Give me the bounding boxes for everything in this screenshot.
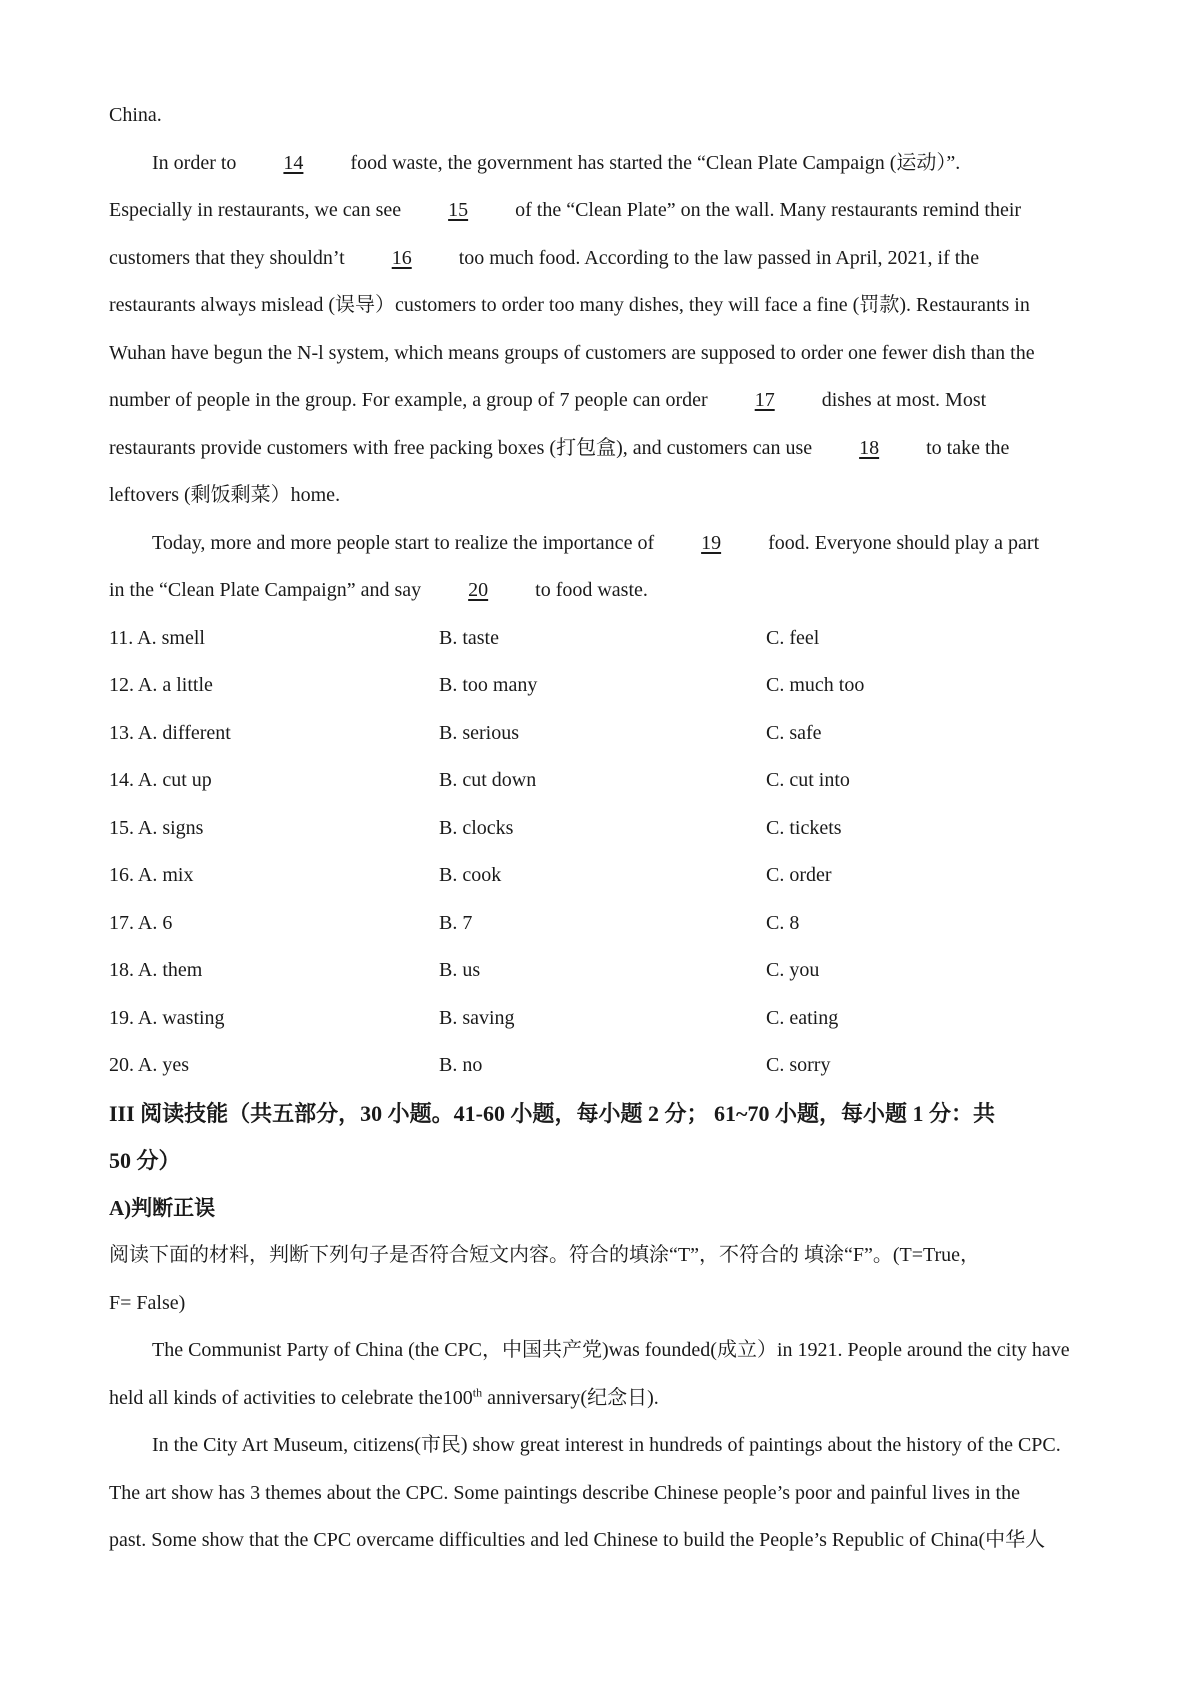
option-c[interactable]: C. sorry xyxy=(766,1054,831,1076)
blank-14[interactable]: 14 xyxy=(283,151,304,174)
option-a[interactable]: 12. A. a little xyxy=(109,674,213,696)
text: In the City Art Museum, citizens(市民) show great interest in hundreds of paintings about the history of the CPC. xyxy=(152,1434,1061,1456)
subsection-heading: A)判断正误 xyxy=(109,1195,216,1220)
option-c[interactable]: C. order xyxy=(766,864,832,886)
option-b[interactable]: B. no xyxy=(439,1054,483,1076)
text: customers that they shouldn’t xyxy=(109,246,350,269)
text: In order to xyxy=(152,151,242,174)
text: anniversary(纪念日). xyxy=(482,1386,659,1409)
document-page xyxy=(109,92,1099,1565)
option-row xyxy=(109,1042,1099,1090)
option-row xyxy=(109,852,1099,900)
instruction-line: F= False) xyxy=(109,1291,186,1314)
reading-line xyxy=(109,1470,1099,1518)
text: restaurants always mislead (误导）customers to order too many dishes, they will face a fine (罚款). Restaurants in xyxy=(109,294,1030,316)
passage-line xyxy=(109,235,1099,283)
option-b[interactable]: B. 7 xyxy=(439,911,473,934)
option-a[interactable]: 13. A. different xyxy=(109,721,231,744)
option-b[interactable]: B. saving xyxy=(439,1006,515,1029)
option-a[interactable]: 11. A. smell xyxy=(109,626,205,649)
blank-19[interactable]: 19 xyxy=(701,531,722,554)
text: The Communist Party of China (the CPC，中国共产党)was founded(成立）in 1921. People around the city have xyxy=(152,1339,1070,1361)
text: dishes at most. Most xyxy=(816,389,987,411)
blank-15[interactable]: 15 xyxy=(448,199,469,221)
passage-line xyxy=(109,140,1099,188)
text: in the “Clean Plate Campaign” and say xyxy=(109,579,427,601)
option-c[interactable]: C. tickets xyxy=(766,816,842,839)
option-a[interactable]: 19. A. wasting xyxy=(109,1006,225,1029)
option-row xyxy=(109,947,1099,995)
option-c[interactable]: C. you xyxy=(766,959,820,981)
passage-line xyxy=(109,567,1099,615)
text: to food waste. xyxy=(530,579,648,601)
option-a[interactable]: 16. A. mix xyxy=(109,864,194,886)
option-c[interactable]: C. feel xyxy=(766,626,820,649)
option-row xyxy=(109,757,1099,805)
text: of the “Clean Plate” on the wall. Many restaurants remind their xyxy=(510,199,1022,221)
option-b[interactable]: B. too many xyxy=(439,674,538,696)
text: food waste, the government has started the “Clean Plate Campaign (运动）”. xyxy=(345,151,961,174)
option-row xyxy=(109,900,1099,948)
text: too much food. According to the law passed in April, 2021, if the xyxy=(453,246,980,269)
superscript: th xyxy=(472,1384,483,1399)
option-c[interactable]: C. 8 xyxy=(766,911,800,934)
text: Wuhan have begun the N-l system, which means groups of customers are supposed to order one fewer dish than the xyxy=(109,341,1035,364)
text: to take the xyxy=(921,436,1010,459)
option-c[interactable]: C. cut into xyxy=(766,769,850,791)
option-b[interactable]: B. clocks xyxy=(439,816,514,839)
option-row xyxy=(109,615,1099,663)
reading-line xyxy=(109,1517,1099,1565)
option-b[interactable]: B. taste xyxy=(439,626,499,649)
option-b[interactable]: B. us xyxy=(439,959,481,981)
blank-17[interactable]: 17 xyxy=(754,389,775,411)
blank-18[interactable]: 18 xyxy=(859,436,880,459)
options-list xyxy=(109,615,1099,1090)
option-row xyxy=(109,710,1099,758)
instruction-line: 阅读下面的材料，判断下列句子是否符合短文内容。符合的填涂“T”，不符合的 填涂“F”。(T=True， xyxy=(109,1244,981,1266)
text: held all kinds of activities to celebrate the100 xyxy=(109,1386,473,1409)
passage-line xyxy=(109,330,1099,378)
blank-16[interactable]: 16 xyxy=(391,246,412,269)
passage-line xyxy=(109,282,1099,330)
option-row xyxy=(109,662,1099,710)
text: food. Everyone should play a part xyxy=(763,531,1040,554)
option-a[interactable]: 15. A. signs xyxy=(109,816,204,839)
reading-line xyxy=(109,1327,1099,1375)
passage-line xyxy=(109,472,1099,520)
option-a[interactable]: 17. A. 6 xyxy=(109,911,173,934)
option-b[interactable]: B. cut down xyxy=(439,769,537,791)
passage-line xyxy=(109,187,1099,235)
passage-line xyxy=(109,377,1099,425)
section-heading: III 阅读技能（共五部分，30 小题。41-60 小题，每小题 2 分； 61~70 小题，每小题 1 分：共 xyxy=(109,1100,995,1126)
text: number of people in the group. For example, a group of 7 people can order xyxy=(109,389,713,411)
passage-line xyxy=(109,520,1099,568)
text: China. xyxy=(109,104,162,126)
option-b[interactable]: B. serious xyxy=(439,721,519,744)
text: restaurants provide customers with free packing boxes (打包盒), and customers can use xyxy=(109,436,818,459)
option-c[interactable]: C. eating xyxy=(766,1006,839,1029)
option-row xyxy=(109,995,1099,1043)
reading-line xyxy=(109,1422,1099,1470)
option-c[interactable]: C. much too xyxy=(766,674,865,696)
text: leftovers (剩饭剩菜）home. xyxy=(109,484,341,506)
text: Especially in restaurants, we can see xyxy=(109,199,407,221)
text: Today, more and more people start to realize the importance of xyxy=(152,531,660,554)
passage-line xyxy=(109,425,1099,473)
option-c[interactable]: C. safe xyxy=(766,721,822,744)
option-b[interactable]: B. cook xyxy=(439,864,502,886)
passage-line xyxy=(109,92,1099,140)
reading-line xyxy=(109,1375,1099,1423)
section-heading-cont: 50 分） xyxy=(109,1148,181,1173)
option-a[interactable]: 18. A. them xyxy=(109,959,203,981)
option-row xyxy=(109,805,1099,853)
text: The art show has 3 themes about the CPC. Some paintings describe Chinese people’s poor and painful lives in the xyxy=(109,1481,1020,1504)
blank-20[interactable]: 20 xyxy=(468,579,489,601)
option-a[interactable]: 20. A. yes xyxy=(109,1054,189,1076)
option-a[interactable]: 14. A. cut up xyxy=(109,769,212,791)
text: past. Some show that the CPC overcame difficulties and led Chinese to build the People’s Republic of China(中华人 xyxy=(109,1529,1046,1551)
